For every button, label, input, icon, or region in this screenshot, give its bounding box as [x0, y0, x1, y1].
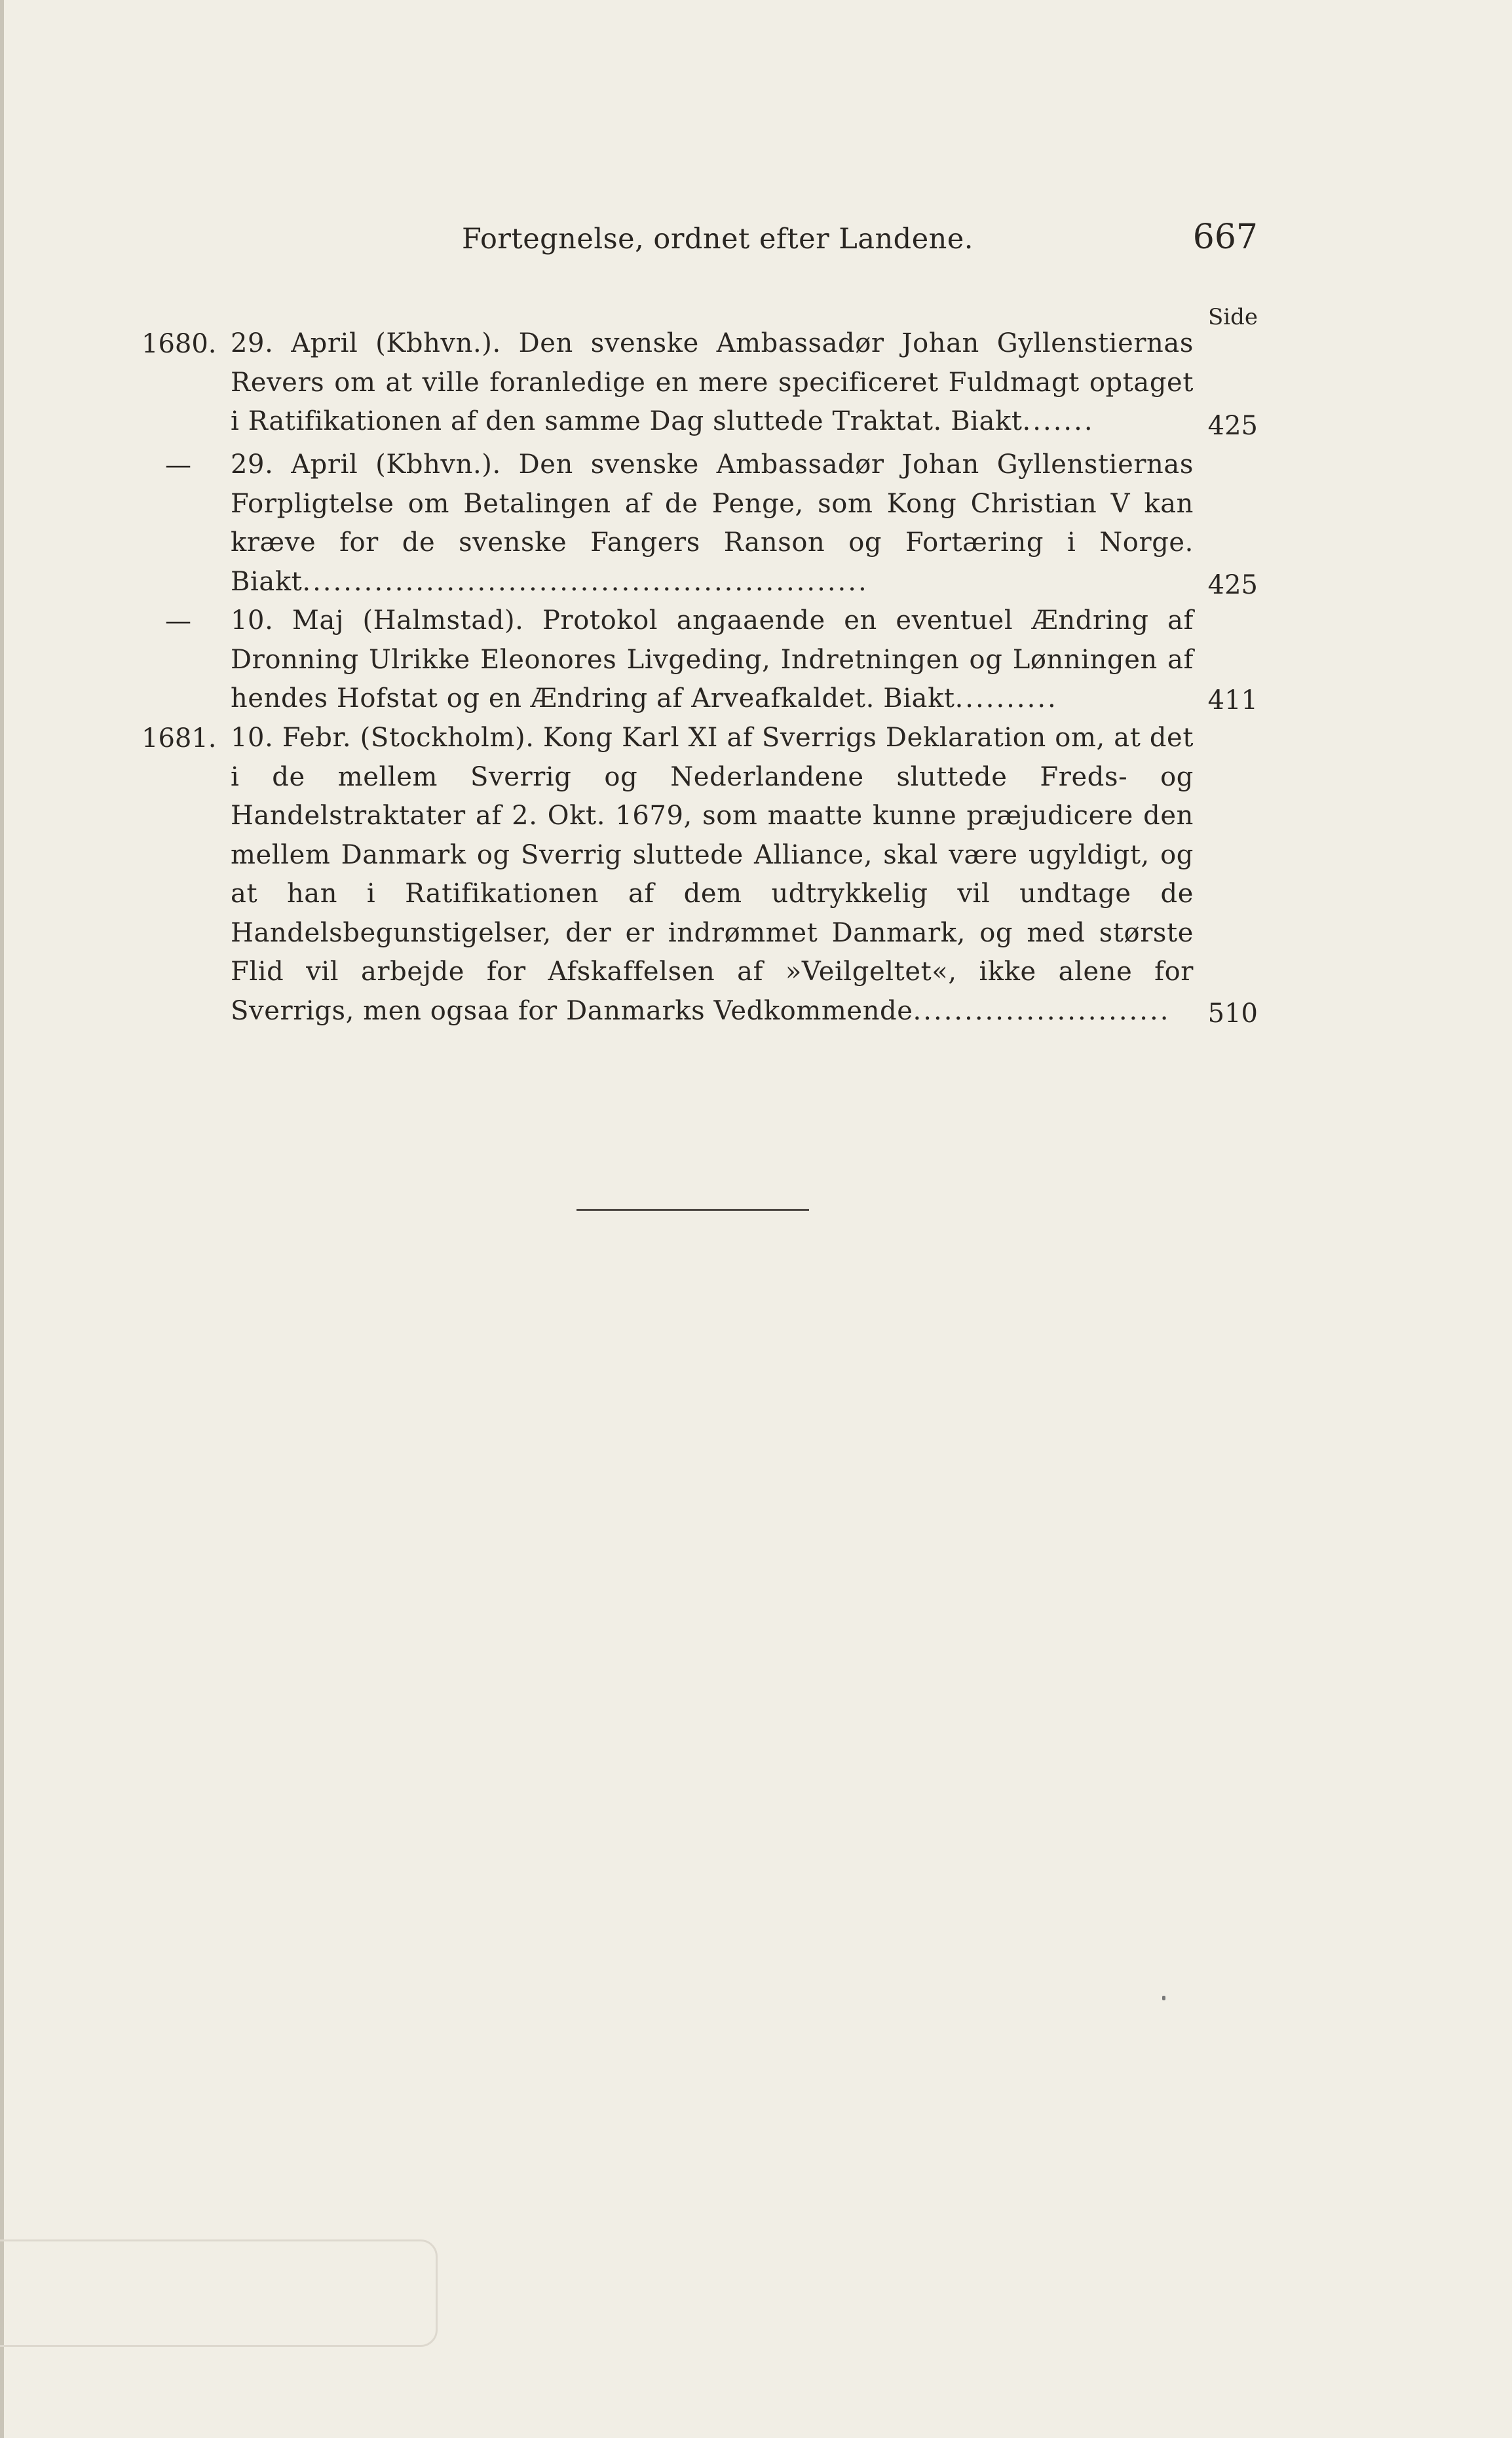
page-tab-outline	[0, 2239, 438, 2347]
page-left-edge	[0, 0, 4, 2438]
dot-leader: .......	[1022, 406, 1095, 436]
page-reference: 411	[1207, 685, 1258, 715]
entry-year: 1680.	[142, 329, 217, 359]
dot-leader: .........................	[913, 995, 1171, 1026]
page-number: 667	[1192, 218, 1258, 257]
entry-year: —	[165, 450, 191, 480]
page-reference: 425	[1207, 411, 1258, 441]
entry-text	[231, 719, 1194, 1031]
page-reference: 510	[1207, 999, 1258, 1029]
entry-year: —	[165, 606, 191, 636]
page-reference: 425	[1207, 570, 1258, 600]
entry-text	[231, 446, 1194, 601]
dot-leader: .......................................................	[302, 566, 869, 597]
running-header: Fortegnelse, ordnet efter Landene.	[462, 223, 973, 256]
section-divider	[576, 1209, 809, 1211]
entry-text	[231, 324, 1194, 442]
entry-description: 10. Maj (Halmstad). Protokol angaaende en eventuel Ændring af Dronning Ulrikke Eleonores Livgeding, Indretningen og Lønningen af hendes Hofstat og en Ændring af Arveafkaldet. Biakt	[231, 605, 1194, 714]
entry-description: 29. April (Kbhvn.). Den svenske Ambassadør Johan Gyllenstiernas Revers om at ville foranledige en mere specificeret Fuldmagt optaget i Ratifikationen af den samme Dag sluttede Traktat. Biakt	[231, 328, 1194, 436]
entry-description: 29. April (Kbhvn.). Den svenske Ambassadør Johan Gyllenstiernas Forpligtelse om Betalingen af de Penge, som Kong Christian V kan kræve for de svenske Fangers Ranson og Fortæring i Norge. Biakt	[231, 449, 1194, 597]
dot-leader: ..........	[954, 683, 1058, 714]
entry-description: 10. Febr. (Stockholm). Kong Karl XI af Sverrigs Deklaration om, at det i de mellem Sverrig og Nederlandene sluttede Freds- og Handelstraktater af 2. Okt. 1679, som maatte kunne præjudicere den mellem Danmark og Sverrig sluttede Alliance, skal være ugyldigt, og at han i Ratifikationen af dem udtrykkelig vil undtage de Handelsbegunstigelser, der er indrømmet Danmark, og med største Flid vil arbejde for Afskaffelsen af »Veilgeltet«, ikke alene for Sverrigs, men ogsaa for Danmarks Vedkommende	[231, 723, 1194, 1026]
ink-speck	[1162, 1996, 1165, 2000]
side-column-label: Side	[1207, 304, 1258, 330]
entry-year: 1681.	[142, 723, 217, 753]
entry-text	[231, 601, 1194, 719]
